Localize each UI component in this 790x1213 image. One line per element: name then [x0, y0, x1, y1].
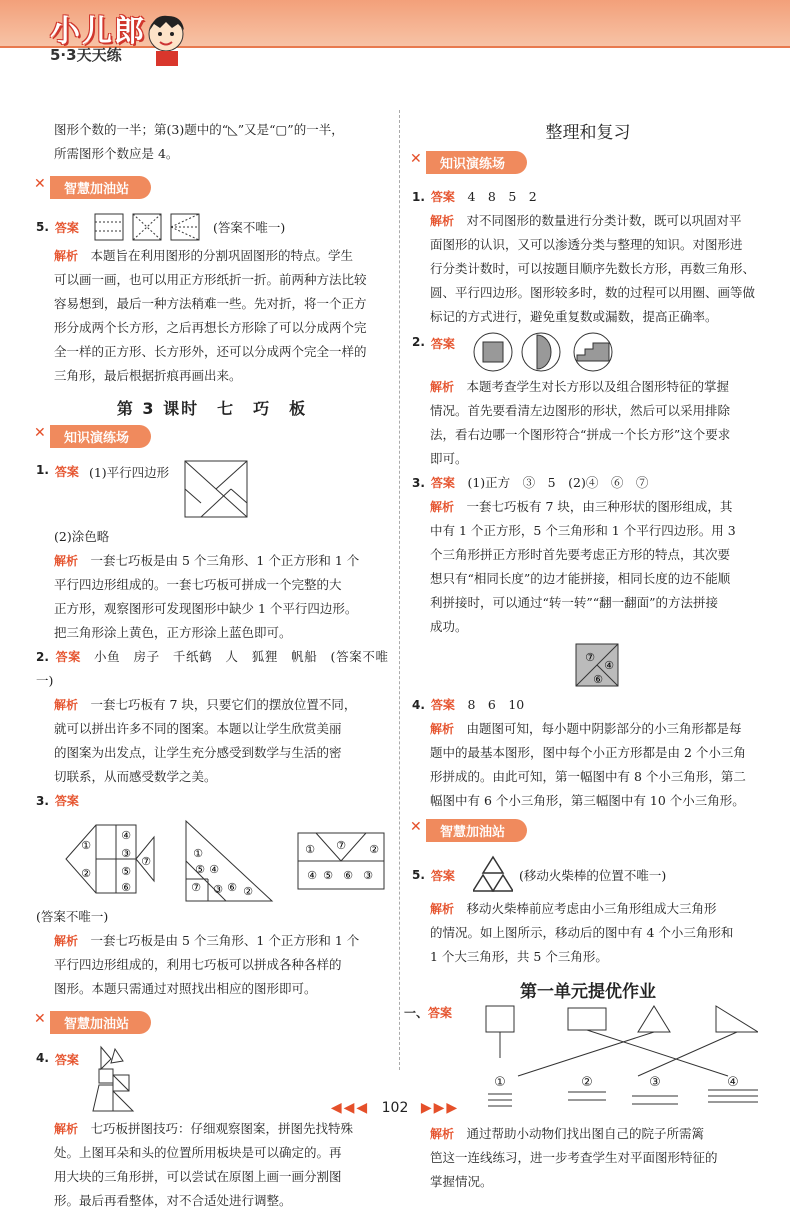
- banner-wisdom-station: ✕ 智慧加油站: [50, 1011, 151, 1034]
- svg-text:②: ②: [81, 867, 91, 880]
- analysis-text: 平行四边形组成的。一套七巧板可拼成一个完整的大: [54, 577, 342, 592]
- analysis-text: 一套七巧板有 7 块，只要它们的摆放位置不同，: [90, 697, 357, 712]
- answer-label: 答案: [54, 1053, 79, 1067]
- analysis-text: 就可以拼出许多不同的图案。本题以让学生欣赏美丽: [54, 721, 342, 736]
- folding-figures: [93, 212, 203, 242]
- analysis-text: 平行四边形组成的，利用七巧板可以拼成各种各样的: [54, 957, 342, 972]
- svg-text:①: ①: [193, 847, 203, 860]
- svg-text:③: ③: [363, 869, 373, 882]
- prev-arrows-icon: ◀◀◀: [330, 1100, 370, 1116]
- answer-label: 答案: [430, 698, 455, 712]
- intro-line-1: 图形个数的一半；第(3)题中的“◺”又是“▢”的一半，: [54, 122, 344, 137]
- answer-label: 答案: [54, 650, 81, 664]
- analysis-text: 处。上图耳朵和头的位置所用板块是可以确定的。再: [54, 1145, 342, 1160]
- page-number: 102: [381, 1100, 409, 1116]
- svg-text:⑦: ⑦: [141, 855, 151, 868]
- analysis-text: 一套七巧板是由 5 个三角形、1 个正方形和 1 个: [90, 933, 360, 948]
- question-number: 1.: [412, 190, 425, 204]
- analysis-text: 中有 1 个正方形，5 个三角形和 1 个平行四边形。用 3: [430, 523, 736, 538]
- analysis-text: 形。最后再看整体，对不合适处进行调整。: [54, 1193, 292, 1208]
- analysis-label: 解析: [54, 934, 79, 948]
- unit-title: 第一单元提优作业: [520, 982, 656, 1002]
- analysis-label: 解析: [430, 1127, 455, 1141]
- answer-label: 答案: [428, 1006, 453, 1020]
- page-footer: [0, 1100, 790, 1116]
- analysis-label: 解析: [54, 1122, 79, 1136]
- analysis-text: 的情况。如上图所示，移动后的图中有 4 个小三角形和: [430, 925, 734, 940]
- analysis-text: 正方形，观察图形可发现图形中缺少 1 个平行四边形。: [54, 601, 358, 616]
- svg-text:②: ②: [243, 885, 253, 898]
- analysis-label: 解析: [430, 214, 455, 228]
- page-header: [0, 0, 790, 80]
- analysis-text: 法，看右边哪一个图形符合“拼成一个长方形”这个要求: [430, 427, 731, 442]
- analysis-text: 想只有“相同长度”的边才能拼接，相同长度的边不能顺: [430, 571, 731, 586]
- analysis-label: 解析: [430, 380, 455, 394]
- question-number: 4.: [36, 1051, 49, 1065]
- right-column: [404, 118, 764, 1194]
- analysis-text: 本题旨在利用图形的分割巩固图形的特点。学生: [90, 248, 354, 263]
- analysis-text: 成功。: [430, 619, 468, 634]
- analysis-text: 可以画一画，也可以用正方形纸折一折。前两种方法比较: [54, 272, 367, 287]
- analysis-text: 题中的最基本图形，图中每个小正方形都是由 2 个小三角: [430, 745, 746, 760]
- analysis-text: 面图形的认识，又可以渗透分类与整理的知识。对图形进: [430, 237, 743, 252]
- analysis-text: 全一样的正方形、长方形外，还可以分成两个完全一样的: [54, 344, 367, 359]
- analysis-label: 解析: [430, 500, 455, 514]
- question-number: 一、: [404, 1006, 429, 1020]
- brand-subtitle: 5·3天天练: [50, 46, 122, 64]
- analysis-text: 三角形，最后根据折痕再画出来。: [54, 368, 242, 383]
- column-divider: [399, 110, 400, 1070]
- analysis-text: 对不同图形的数量进行分类计数，既可以巩固对平: [466, 213, 742, 228]
- svg-text:⑥: ⑥: [121, 881, 131, 894]
- analysis-text: 利拼接时，可以通过“转一转”“翻一翻面”的方法拼接: [430, 595, 719, 610]
- answer-label: 答案: [430, 868, 455, 883]
- section-title: 整理和复习: [545, 123, 631, 143]
- banner-knowledge-practice: ✕ 知识演练场: [50, 425, 151, 448]
- svg-text:⑥: ⑥: [227, 881, 237, 894]
- analysis-text: 情况。首先要看清左边图形的形状，然后可以采用排除: [430, 403, 731, 418]
- svg-text:②: ②: [369, 843, 379, 856]
- svg-text:⑦: ⑦: [191, 881, 201, 894]
- svg-text:⑤: ⑤: [195, 863, 205, 876]
- analysis-text: 笆这一连线练习，进一步考查学生对平面图形特征的: [430, 1150, 718, 1165]
- svg-text:④: ④: [604, 659, 614, 672]
- analysis-text: 掌握情况。: [430, 1174, 493, 1189]
- analysis-label: 解析: [54, 698, 79, 712]
- analysis-text: 幅图中有 6 个小三角形，第三幅图中有 10 个小三角形。: [430, 793, 745, 808]
- analysis-text: 圆、平行四边形。图形较多时，数的过程可以用圈、画等做: [430, 285, 756, 300]
- analysis-text: 个三角形拼正方形时首先要考虑正方形的特点，其次要: [430, 547, 731, 562]
- question-number: 4.: [412, 698, 425, 712]
- analysis-text: 即可。: [430, 451, 468, 466]
- match-label: ②: [581, 1075, 593, 1090]
- answer-label: 答案: [54, 220, 79, 235]
- answer-note: (答案不唯一): [36, 909, 109, 924]
- banner-wisdom-station: ✕ 智慧加油站: [426, 819, 527, 842]
- answer-text: 小鱼 房子 千纸鹤 人 狐狸 帆船 (答案不唯一): [36, 649, 388, 688]
- brand-title: 小儿郎: [50, 14, 146, 49]
- answer-label: 答案: [430, 190, 455, 204]
- svg-text:④: ④: [209, 863, 219, 876]
- analysis-text: 用大块的三角形拼，可以尝试在原图上画一画分割图: [54, 1169, 342, 1184]
- analysis-text: 一套七巧板是由 5 个三角形、1 个正方形和 1 个: [90, 553, 360, 568]
- answer-label: 答案: [54, 465, 79, 479]
- brand-logo: [50, 6, 146, 65]
- question-number: 5.: [36, 220, 49, 234]
- match-label: ④: [727, 1075, 739, 1090]
- svg-text:①: ①: [81, 839, 91, 852]
- analysis-text: 七巧板拼图技巧：仔细观察图案，拼图先找特殊: [90, 1121, 354, 1136]
- answer-text: (移动火柴棒的位置不唯一): [518, 868, 667, 883]
- svg-text:⑥: ⑥: [343, 869, 353, 882]
- analysis-label: 解析: [54, 554, 79, 568]
- svg-text:⑦: ⑦: [585, 651, 595, 664]
- answer-label: 答案: [430, 337, 455, 351]
- question-number: 2.: [36, 650, 49, 664]
- analysis-label: 解析: [430, 902, 455, 916]
- answer-label: 答案: [54, 794, 79, 808]
- answer-text: 8 6 10: [467, 697, 525, 712]
- analysis-text: 移动火柴棒前应考虑由小三角形组成大三角形: [466, 901, 717, 916]
- analysis-text: 一套七巧板有 7 块，由三种形状的图形组成，其: [466, 499, 733, 514]
- match-label: ①: [494, 1075, 506, 1090]
- answer-text: (1)平行四边形: [88, 465, 170, 480]
- question-number: 5.: [412, 868, 425, 882]
- svg-text:④: ④: [121, 829, 131, 842]
- analysis-text: 标记的方式进行，避免重复数或漏数，提高正确率。: [430, 309, 718, 324]
- answer-label: 答案: [430, 476, 455, 490]
- matchstick-triangles: [473, 855, 513, 895]
- svg-text:③: ③: [213, 883, 223, 896]
- analysis-text: 形拼成的。由此可知，第一幅图中有 8 个小三角形，第二: [430, 769, 746, 784]
- svg-text:⑤: ⑤: [323, 869, 333, 882]
- question-number: 3.: [412, 476, 425, 490]
- analysis-text: 形分成两个长方形，之后再想长方形除了可以分成两个完: [54, 320, 367, 335]
- circled-shapes: [471, 331, 621, 373]
- question-number: 3.: [36, 794, 49, 808]
- svg-text:⑥: ⑥: [593, 673, 603, 686]
- analysis-text: 本题考查学生对长方形以及组合图形特征的掌握: [466, 379, 730, 394]
- svg-text:④: ④: [307, 869, 317, 882]
- analysis-text: 容易想到，最后一种方法稍难一些。先对折，将一个正方: [54, 296, 367, 311]
- answer-text: (2)涂色略: [54, 529, 110, 544]
- svg-text:①: ①: [305, 843, 315, 856]
- banner-knowledge-practice: ✕ 知识演练场: [426, 151, 527, 174]
- analysis-text: 图形。本题只需通过对照找出相应的图形即可。: [54, 981, 317, 996]
- match-label: ③: [649, 1075, 661, 1090]
- next-arrows-icon: ▶▶▶: [420, 1100, 460, 1116]
- banner-wisdom-station: ✕ 智慧加油站: [50, 176, 151, 199]
- intro-line-2: 所需图形个数应是 4。: [54, 146, 179, 161]
- answer-text: 4 8 5 2: [467, 189, 537, 204]
- svg-text:⑦: ⑦: [336, 839, 346, 852]
- tangram-square-figure: [183, 459, 251, 521]
- mascot-icon: [144, 12, 190, 68]
- lesson-title: 第 3 课时 七 巧 板: [116, 399, 308, 418]
- analysis-label: 解析: [54, 249, 79, 263]
- svg-text:⑤: ⑤: [121, 865, 131, 878]
- left-column: [36, 118, 388, 1213]
- analysis-text: 通过帮助小动物们找出图自己的院子所需篱: [466, 1126, 705, 1141]
- answer-text: (1)正方 ③ 5 (2)④ ⑥ ⑦: [467, 475, 649, 490]
- analysis-text: 行分类计数时，可以按题目顺序先数长方形，再数三角形、: [430, 261, 756, 276]
- analysis-text: 1 个大三角形，共 5 个三角形。: [430, 949, 608, 964]
- analysis-label: 解析: [430, 722, 455, 736]
- analysis-text: 把三角形涂上黄色，正方形涂上蓝色即可。: [54, 625, 292, 640]
- analysis-text: 由题图可知，每小题中阴影部分的小三角形都是每: [466, 721, 742, 736]
- analysis-text: 切联系，从而感受数学之美。: [54, 769, 217, 784]
- tangram-pictures: [36, 817, 388, 903]
- answer-note: (答案不唯一): [212, 220, 286, 235]
- analysis-text: 的图案为出发点，让学生充分感受到数学与生活的密: [54, 745, 342, 760]
- tangram-square-pieces: [412, 641, 764, 691]
- question-number: 2.: [412, 335, 425, 349]
- svg-text:③: ③: [121, 847, 131, 860]
- question-number: 1.: [36, 463, 49, 477]
